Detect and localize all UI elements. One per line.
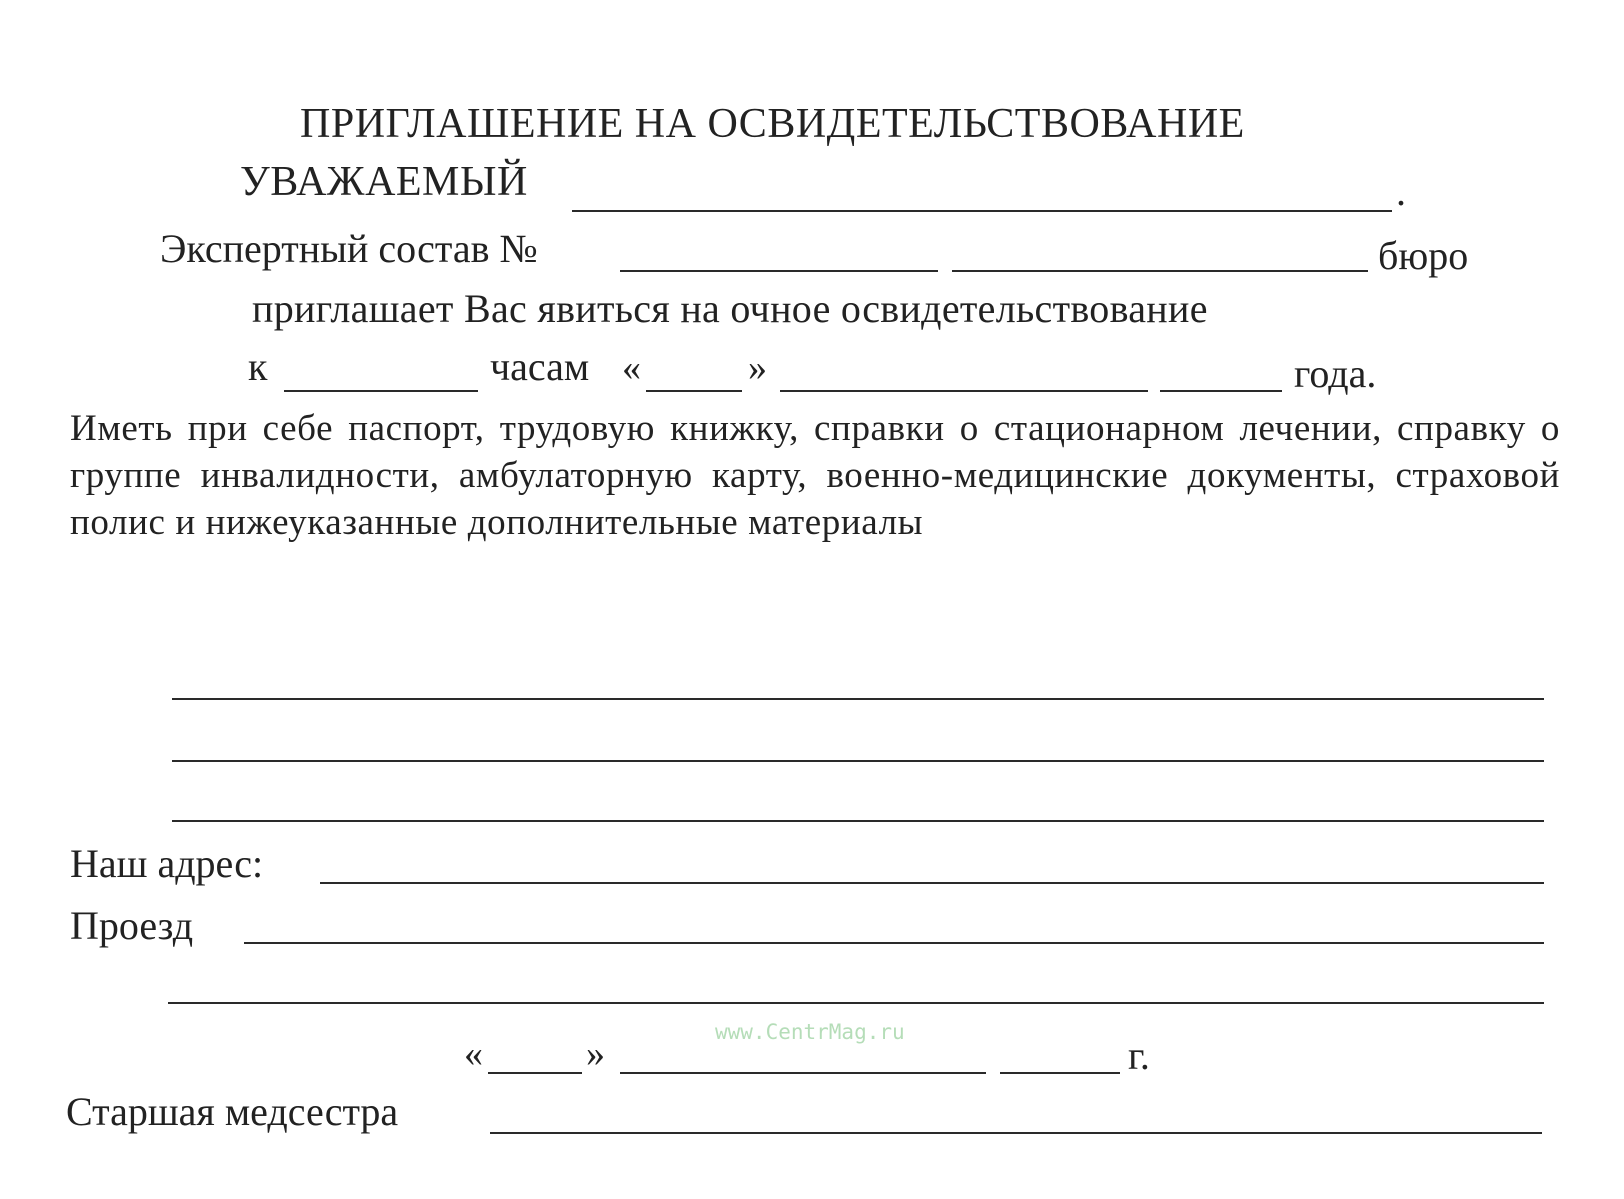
signature-label: Старшая медсестра	[66, 1089, 399, 1134]
date-year-field[interactable]	[1000, 1072, 1120, 1074]
hour-field[interactable]	[284, 390, 478, 392]
invitation-text: приглашает Вас явиться на очное освидетельствование	[252, 286, 1208, 331]
day-quote-close: »	[748, 347, 767, 389]
address-label: Наш адрес:	[70, 841, 264, 886]
salutation-label: УВАЖАЕМЫЙ	[240, 159, 528, 205]
date-quote-open: «	[464, 1033, 483, 1075]
document-title: ПРИГЛАШЕНИЕ НА ОСВИДЕТЕЛЬСТВОВАНИЕ	[300, 101, 1245, 147]
year-field[interactable]	[1160, 390, 1282, 392]
date-quote-close: »	[586, 1033, 605, 1075]
materials-line-3[interactable]	[172, 820, 1544, 822]
address-field[interactable]	[320, 882, 1544, 884]
recipient-name-field[interactable]	[572, 210, 1392, 212]
expert-composition-label: Экспертный состав №	[160, 226, 538, 271]
date-day-field[interactable]	[488, 1072, 582, 1074]
instructions-paragraph: Иметь при себе паспорт, трудовую книжку, справки о стационарном лечении, справку о группе инвалидности, амбулаторную карту, военно-медицинские документы, страховой полис и нижеуказанные дополнительные материалы	[70, 408, 1560, 543]
travel-label: Проезд	[70, 903, 194, 948]
day-quote-open: «	[622, 347, 641, 389]
bureau-name-field[interactable]	[952, 270, 1368, 272]
materials-line-2[interactable]	[172, 760, 1544, 762]
hours-label: часам	[490, 344, 590, 389]
materials-line-1[interactable]	[172, 698, 1544, 700]
bureau-label: бюро	[1378, 233, 1469, 278]
date-month-field[interactable]	[620, 1072, 986, 1074]
time-prefix: к	[248, 344, 268, 389]
travel-field-1[interactable]	[244, 942, 1544, 944]
signature-field[interactable]	[490, 1132, 1542, 1134]
month-field[interactable]	[780, 390, 1148, 392]
travel-field-2[interactable]	[168, 1002, 1544, 1004]
date-year-suffix: г.	[1128, 1033, 1150, 1078]
salutation-period: .	[1396, 169, 1406, 214]
watermark: www.CentrMag.ru	[715, 1020, 905, 1044]
day-field[interactable]	[646, 390, 742, 392]
year-label: года.	[1294, 351, 1377, 396]
expert-number-field[interactable]	[620, 270, 938, 272]
